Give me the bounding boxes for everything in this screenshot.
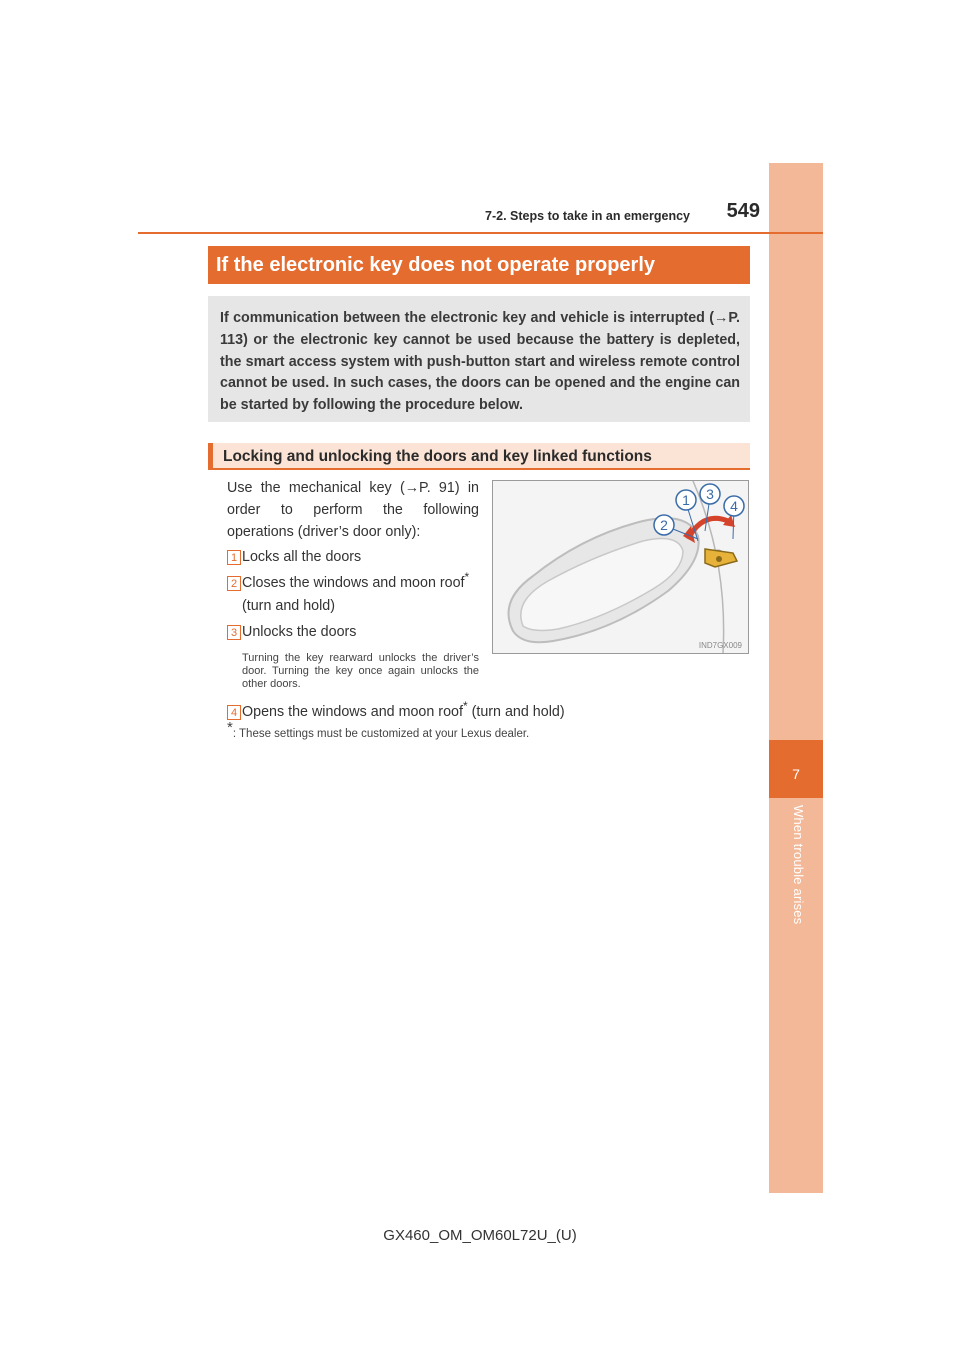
callout-2: 2 (660, 517, 668, 533)
chapter-tab (769, 163, 823, 1193)
step-number-2: 2 (227, 576, 241, 591)
step-text-3: Unlocks the doors (242, 624, 357, 640)
section-header: 7-2. Steps to take in an emergency (485, 209, 690, 223)
document-code: GX460_OM_OM60L72U_(U) (383, 1227, 577, 1244)
step-number-4: 4 (227, 705, 241, 720)
door-handle-drawing (493, 481, 748, 653)
step-number-1: 1 (227, 550, 241, 565)
step-number-3: 3 (227, 625, 241, 640)
chapter-number-tab (769, 740, 823, 798)
footnote-text: : These settings must be customized at your Lexus dealer. (232, 728, 530, 740)
step-text-4 (242, 701, 565, 723)
callout-3: 3 (706, 486, 714, 502)
lead-text: Use the mechanical key (→P. 91) in order to perform the following operations (driver’s door only): (227, 480, 479, 540)
page-number: 549 (726, 200, 760, 222)
page-title: If the electronic key does not operate properly (216, 254, 656, 276)
step-note-3: Turning the key rearward unlocks the driver’s door. Turning the key once again unlocks the other doors. (242, 652, 479, 690)
header-rule (138, 232, 823, 234)
footnote-asterisk: * (227, 719, 233, 737)
subsection-title: Locking and unlocking the doors and key linked functions (223, 448, 652, 465)
step-text-2 (242, 572, 469, 594)
asterisk-mark: * (464, 570, 470, 585)
step-text-4-main: Opens the windows and moon roof (242, 704, 463, 720)
title-bar (208, 246, 750, 284)
heading-accent (208, 443, 213, 470)
chapter-number: 7 (792, 766, 800, 782)
step-text-4-tail: (turn and hold) (467, 704, 565, 720)
illustration-code: IND7GX009 (698, 641, 742, 650)
callout-1: 1 (682, 492, 690, 508)
subsection-heading (208, 443, 750, 470)
intro-text: If communication between the electronic key and vehicle is interrupted (→P. 113) or the electronic key cannot be used because the battery is depleted, the smart access system with push-button start and wireless remote control cannot be used. In such cases, the doors can be opened and the engine can be started by following the procedure below. (220, 310, 740, 414)
step-text-2-main: Closes the windows and moon roof (242, 575, 465, 591)
step-text-1: Locks all the doors (242, 549, 362, 565)
asterisk-mark: * (462, 699, 468, 714)
door-handle-illustration (492, 480, 749, 654)
footnote (227, 719, 530, 740)
chapter-title: When trouble arises (791, 805, 806, 925)
callout-4: 4 (730, 498, 738, 514)
intro-box (208, 296, 750, 422)
step-text-2-cont: (turn and hold) (242, 598, 335, 614)
